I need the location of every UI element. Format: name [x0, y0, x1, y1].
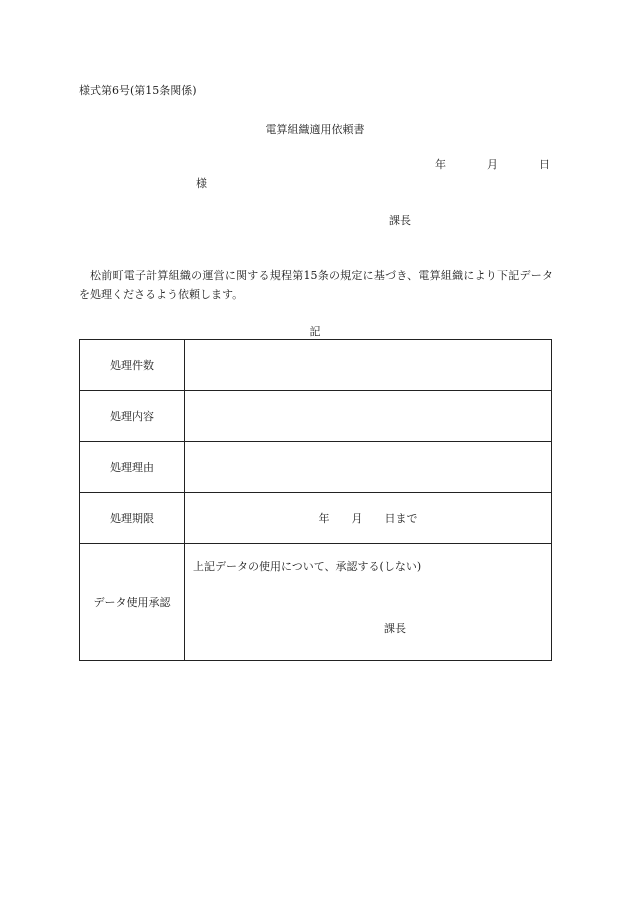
row-label: 処理件数 [80, 340, 185, 391]
processing-content-field[interactable] [185, 391, 552, 442]
form-number: 様式第6号(第15条関係) [79, 84, 197, 97]
document-title: 電算組織適用依頼書 [265, 123, 365, 136]
request-body-text: 松前町電子計算組織の運営に関する規程第15条の規定に基づき、電算組織により下記データを処理くださるよう依頼します。 [79, 269, 553, 301]
row-label: 処理理由 [80, 442, 185, 493]
row-label: データ使用承認 [80, 544, 185, 661]
ki-heading: 記 [309, 325, 321, 338]
table-row [80, 493, 552, 544]
table-row [80, 391, 552, 442]
approval-statement: 上記データの使用について、承認する(しない) [193, 560, 422, 573]
approval-sign-title: 課長 [384, 622, 406, 635]
data-approval-field[interactable] [185, 544, 552, 661]
deadline-text: 年 月 日まで [318, 512, 418, 525]
table-row [80, 544, 552, 661]
row-label: 処理期限 [80, 493, 185, 544]
addressee: 様 [196, 177, 207, 190]
detail-table [79, 339, 552, 661]
table-row [80, 340, 552, 391]
date-day: 日 [539, 158, 550, 171]
date-year: 年 [435, 158, 446, 171]
table-row [80, 442, 552, 493]
processing-reason-field[interactable] [185, 442, 552, 493]
date-month: 月 [487, 158, 498, 171]
row-label: 処理内容 [80, 391, 185, 442]
sender-title: 課長 [389, 214, 411, 227]
date-line [435, 156, 550, 172]
processing-deadline-field[interactable] [185, 493, 552, 544]
processing-count-field[interactable] [185, 340, 552, 391]
